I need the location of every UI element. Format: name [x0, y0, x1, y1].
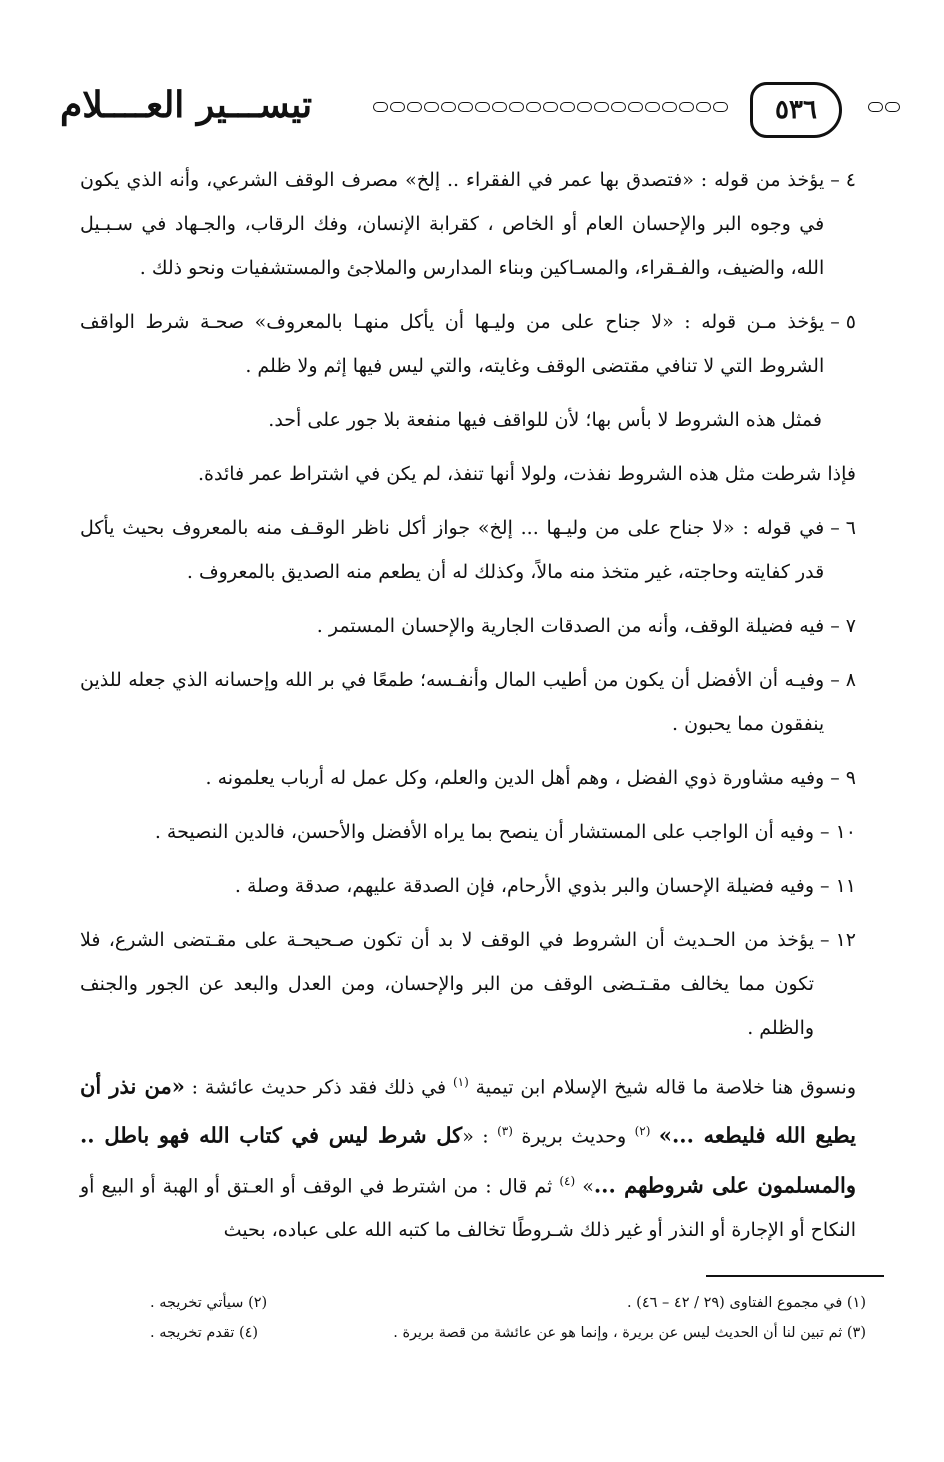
- closing-text: : «: [462, 1125, 489, 1148]
- list-item: [80, 506, 856, 594]
- hadith-quote: كل شرط ليس في كتاب الله فهو باطل .. والمسلمون على شروطهم ...: [80, 1122, 856, 1197]
- book-title: تيســـير العــــلام: [60, 84, 313, 126]
- item-number: ٥ –: [830, 311, 856, 333]
- list-item: [80, 300, 856, 388]
- ornament-chain-middle: [373, 102, 728, 112]
- item-number: ١١ –: [820, 875, 856, 897]
- closing-text: ونسوق هنا خلاصة ما قاله شيخ الإسلام ابن تيمية: [475, 1076, 857, 1099]
- item-text: وفيـه أن الأفضل أن يكون من أطيب المال وأنفـسه؛ طمعًا في بر الله وإحسانه الذي جعله للذين ينفقون مما يحبون .: [80, 669, 825, 735]
- footnote-4: (٤) تقدم تخريجه .: [150, 1325, 259, 1341]
- page-content: [80, 158, 856, 1252]
- page-header: [60, 78, 900, 148]
- footnote-row: [130, 1318, 866, 1348]
- closing-text: ثم قال : من اشترط في الوقف أو العـتق أو الهبة أو البيع أو النكاح أو الإجارة أو النذر أو غير ذلك شـروطًا تخالف ما كتبه الله على عباده، بحيث: [80, 1174, 856, 1241]
- paragraph: فإذا شرطت مثل هذه الشروط نفذت، ولولا أنها تنفذ، لم يكن في اشتراط عمر فائدة.: [198, 463, 856, 485]
- footnote-row: [130, 1288, 866, 1318]
- item-text: وفيه مشاورة ذوي الفضل ، وهم أهل الدين والعلم، وكل عمل له أرباب يعلمونه .: [205, 767, 825, 789]
- hadith-quote: «من نذر أن يطيع الله فليطعه ...»: [80, 1073, 856, 1148]
- item-text: وفيه فضيلة الإحسان والبر بذوي الأرحام، فإن الصدقة عليهم، صدقة وصلة .: [234, 875, 815, 897]
- item-number: ٤ –: [830, 169, 856, 191]
- footnote-2: (٢) سيأتي تخريجه .: [150, 1295, 268, 1311]
- closing-text: وحديث بريرة: [521, 1125, 627, 1148]
- list-item: [80, 658, 856, 746]
- list-item: [80, 918, 856, 1050]
- footnotes: [130, 1288, 866, 1348]
- item-text: فيه فضيلة الوقف، وأنه من الصدقات الجارية والإحسان المستمر .: [316, 615, 825, 637]
- closing-paragraph: [80, 1060, 856, 1252]
- list-item: [80, 604, 856, 648]
- item-number: ٩ –: [830, 767, 856, 789]
- item-text: في قوله : «لا جناح على من وليـها ... إلخ» جواز أكل ناظر الوقـف منه بالمعروف بحيث يأكل قدر كفايته وحاجته، غير متخذ منه مالاً، وكذلك له أن يطعم منه الصديق بالمعروف .: [80, 517, 825, 583]
- footnote-ref[interactable]: (١): [452, 1075, 469, 1089]
- footnote-ref[interactable]: (٢): [634, 1124, 651, 1139]
- closing-text: »: [582, 1174, 594, 1197]
- item-text: يؤخذ مـن قوله : «لا جناح على من وليـها أن يأكل منهـا بالمعروف» صحـة شرط الواقف الشروط التي لا تنافي مقتضى الوقف وغايته، والتي ليس فيها إثم ولا ظلم .: [80, 311, 825, 377]
- item-number: ٦ –: [830, 517, 856, 539]
- list-item: [80, 756, 856, 800]
- ornament-chain-right: [868, 102, 900, 112]
- paragraph: فمثل هذه الشروط لا بأس بها؛ لأن للواقف فيها منفعة بلا جور على أحد.: [268, 409, 822, 431]
- footnote-ref[interactable]: (٣): [497, 1124, 513, 1139]
- footnote-1: (١) في مجموع الفتاوى (٢٩ / ٤٢ – ٤٦) .: [626, 1295, 866, 1311]
- footnote-3: (٣) ثم تبين لنا أن الحديث ليس عن بريرة ، وإنما هو عن عائشة من قصة بريرة .: [393, 1325, 866, 1341]
- list-item: [80, 864, 856, 908]
- item-number: ٨ –: [830, 669, 856, 691]
- page-number: ٥٣٦: [750, 82, 842, 138]
- closing-text: في ذلك فقد ذكر حديث عائشة :: [191, 1076, 447, 1099]
- item-number: ١٢ –: [820, 929, 856, 951]
- item-number: ٧ –: [830, 615, 856, 637]
- footnote-ref[interactable]: (٤): [559, 1173, 576, 1188]
- item-text: وفيه أن الواجب على المستشار أن ينصح بما يراه الأفضل والأحسن، فالدين النصيحة .: [154, 821, 815, 843]
- list-item: [80, 158, 856, 290]
- list-item: [80, 810, 856, 854]
- item-text: يؤخذ من قوله : «فتصدق بها عمر في الفقراء .. إلخ» مصرف الوقف الشرعي، وأنه الذي يكون في وجوه البر والإحسان العام أو الخاص ، كقرابة الإنسان، وفك الرقاب، والجـهاد في سـبـيل الله، والضيف، والفـقراء، والمسـاكين وبناء المدارس والملاجئ والمستشفيات ونحو ذلك .: [80, 169, 825, 279]
- item-number: ١٠ –: [820, 821, 856, 843]
- item-text: يؤخذ من الحـديث أن الشروط في الوقف لا بد أن تكون صـحيحـة على مقـتضى الشرع، فلا تكون مما يخالف مقـتـضى الوقف من البر والإحسان، ومن العدل والبعد عن الجور والجنف والظلم .: [80, 929, 815, 1039]
- footnote-divider: [706, 1275, 884, 1277]
